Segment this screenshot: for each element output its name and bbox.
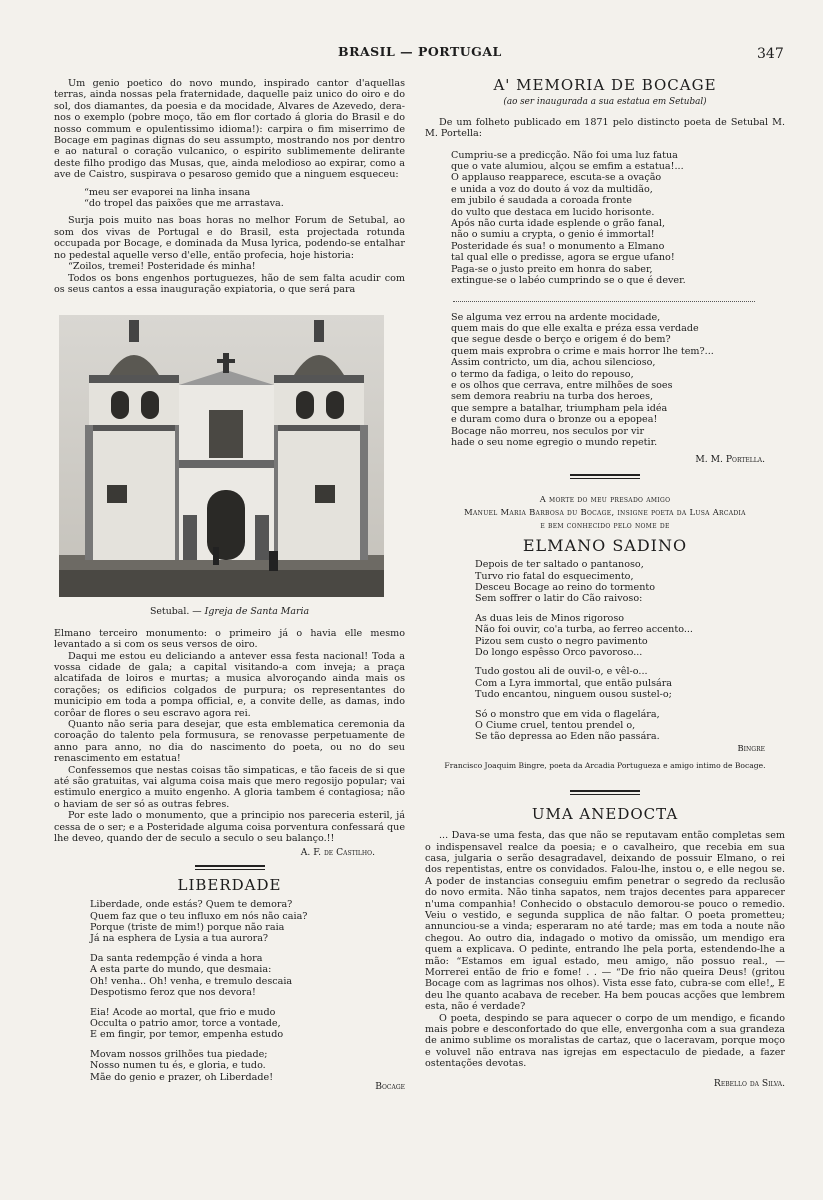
poem-line: Se alguma vez errou na ardente mocidade, — [451, 311, 661, 323]
poem-stanza — [475, 559, 785, 605]
dedication-line: e bem conhecido pelo nome de — [540, 519, 670, 530]
poem-line: Depois de ter saltado o pantanoso, — [475, 559, 644, 571]
poem-line: do vulto que destaca em lucido horisonte. — [451, 206, 655, 218]
poem-line: Porque (triste de mim!) porque não raia — [90, 922, 285, 934]
poem-line: Liberdade, onde estás? Quem te demora? — [90, 899, 293, 911]
memoria-intro: De um folheto publicado em 1871 pelo distincto poeta de Setubal M. M. Portella: — [425, 116, 785, 140]
poem-stanza — [475, 613, 785, 659]
paragraph-daqui: Daqui me estou eu deliciando a antever essa festa nacional! Toda a vossa cidade de gala; a capital visitando-a com inveja; a praça alcatifada de loiros e murtas; a musica alvoroçando ainda mais os corações; os edificios colgados de purpura; os representantes do municipio em toda a pompa official, e, a convite delle, as damas, indo corôar de flores o seu escravo agora rei. — [54, 650, 405, 719]
poem-line: Da santa redempção é vinda a hora — [90, 952, 263, 964]
poem-line: sem demora reabriu na turba dos heroes, — [451, 391, 654, 403]
poem-line: tal qual elle o predisse, agora se ergue ufano! — [451, 252, 675, 264]
quote-block — [84, 187, 405, 210]
liberdade-poem — [90, 899, 405, 1083]
poem-stanza — [90, 1049, 405, 1083]
poem-line: Oh! venha.. Oh! venha, e tremulo descaia — [90, 975, 293, 987]
poem-line: Só o monstro que em vida o flagelára, — [475, 708, 660, 720]
poem-line: extingue-se o labéo cumprindo se o que é dever. — [451, 275, 686, 287]
page-number: 347 — [757, 46, 784, 62]
dotted-separator — [453, 301, 755, 302]
poem-line: Após não curta idade esplende o grão fanal, — [451, 218, 666, 230]
poem-line: o termo da fadiga, o leito do repouso, — [451, 368, 634, 380]
poem-line: E em fingir, por temor, empenha estudo — [90, 1029, 284, 1041]
paragraph-por-este: Por este lado o monumento, que a principio nos pareceria esteril, já cessa de o ser; e a Posteridade alguma coisa porventura confessará que lhe deveo, quando der de seculo a seculo o seu balanço.!! — [54, 810, 405, 845]
poem-line: e os olhos que cerrava, entre milhões de soes — [451, 379, 673, 391]
paragraph-quanto: Quanto não seria para desejar, que esta emblematica ceremonia da coroação do talento pela formusura, se renovasse perpetuamente de anno para anno, no dia do nascimento do poeta, ou no do seu renascimento em estatua! — [54, 718, 405, 765]
anedocta-paragraph: ... Dava-se uma festa, das que não se reputavam então completas sem o indispensavel realce da poesia; e o cavalheiro, que recebia em sua casa, julgaria o serão desagradavel, deixando de possuir Elmano, o rei dos repentistas, entre os convidados. Falou-lhe, instou o, e elle negou se. A poder de instancias conseguiu emfim penetrar o segredo da reclusão do novo ermita. Não tinha sapatos, nem trajos decentes para apparecer n'uma companhia! Conhecido o obstaculo demorou-se pouco o remedio. Veiu o vestido, e segunda supplica de não faltar. O poeta prometteu; annunciou-se a vinda; esperaram no até tarde; mas em toda a noute não chegou. Ao outro dia, indagado o motivo da omissão, um mendigo era quem a explicava. O pedinte, entrando lhe pela porta, estendendo-lhe a mão: “Estamos em igual estado, meu amigo, não possuo real., — Morrerei então de frio e fome! . . — “De frio não queira Deus! (gritou Bocage com as lagrimas nos olhos). Vista esse fato, cubra-se com elle!„ E deu lhe quanto acabava de receber. Ha bem poucas acções que lembrem esta, não é verdade? — [425, 830, 785, 1013]
paragraph-todos: Todos os bons engenhos portuguezes, hão de sem falta acudir com os seus cantos a essa inauguração expiatoria, o que será para — [54, 272, 405, 295]
liberdade-title: LIBERDADE — [177, 875, 282, 894]
quote-line: “do tropel das paixões que me arrastava. — [84, 198, 284, 210]
poem-line: Turvo rio fatal do esquecimento, — [475, 570, 634, 582]
poem-line: Do longo espêsso Orco pavoroso... — [475, 647, 643, 659]
signature-bocage: Bocage — [375, 1080, 405, 1092]
poem-line: A esta parte do mundo, que desmaia: — [90, 964, 272, 976]
poem-line: Occulta o patrio amor, torce a vontade, — [90, 1017, 281, 1029]
poem-line: Eia! Acode ao mortal, que frio e mudo — [90, 1006, 276, 1018]
poem-line: quem mais exprobra o crime e mais horror lhe tem?... — [451, 345, 714, 357]
poem-stanza — [90, 899, 405, 945]
poem-line: que o vate alumiou, alçou se emfim a estatua!... — [451, 161, 684, 173]
quote-line: “meu ser evaporei na linha insana — [84, 186, 251, 198]
quote-zoilos: “Zoilos, tremei! Posteridade és minha! — [68, 261, 256, 273]
poem-line: O Ciume cruel, tentou prendel o, — [475, 720, 636, 732]
poem-line: O applauso reapparece, escuta-se a ovação — [451, 172, 662, 184]
anedocta-title: UMA ANEDOCTA — [531, 804, 679, 823]
poem-line: Paga-se o justo preito em honra do saber, — [451, 263, 653, 275]
poem-line: Nosso numen tu és, e gloria, e tudo. — [90, 1060, 266, 1072]
intro-paragraph: Um genio poetico do novo mundo, inspirado cantor d'aquellas terras, ainda nossas pela fraternidade, daquelle paiz unico do oiro e do sol, dos diamantes, da poesia e da mocidade, Alvares de Azevedo, dera-nos o exemplo (pobre moço, tão em flor cortado á gloria do Brasil e do nosso commum e opulentissimo idioma!): carpira o fim miserrimo de Bocage em paginas dignas do seu assumpto, mostrando nos por dentro e ao natural o coração vulcanico, o espirito sublimemente delirante deste filho prodigo das Musas, que, ainda melodioso ao expirar, como a ave de Caistro, suspirava o pesaroso gemido que a ninguem esqueceu: — [54, 78, 405, 181]
poem-line: Movam nossos grilhões tua piedade; — [90, 1048, 268, 1060]
church-photo — [59, 315, 384, 597]
elmano-poem — [475, 559, 785, 743]
poem-line: Com a Lyra immortal, que então pulsára — [475, 677, 673, 689]
poem-line: quem mais do que elle exalta e préza essa verdade — [451, 322, 699, 334]
poem-stanza — [90, 953, 405, 999]
poem-line: não o sumiu a crypta, o genio é immortal! — [451, 229, 655, 241]
poem-line: Posteridade és sua! o monumento a Elmano — [451, 240, 665, 252]
memoria-subtitle: (ao ser inaugurada a sua estatua em Setubal) — [503, 97, 707, 108]
left-column — [54, 78, 405, 1092]
poem-line: e duram como dura o bronze ou a epopea! — [451, 414, 658, 426]
poem-line: Desceu Bocage ao reino do tormento — [475, 582, 656, 593]
poem-line: Não foi ouvir, co'a turba, ao ferreo accento... — [475, 624, 693, 636]
memoria-title: A' MEMORIA DE BOCAGE — [493, 76, 717, 94]
page-header — [0, 44, 823, 64]
paragraph-surja: Surja pois muito nas boas horas no melhor Forum de Setubal, ao som dos vivas de Portugal e do Brasil, esta projectada rotunda occupada por Bocage, e dominada da Musa lyrica, podendo-se entalhar no pedestal aquelle verso d'elle, então profecia, hoje historia: — [54, 215, 405, 261]
poem-line: Mãe do genio e prazer, oh Liberdade! — [90, 1071, 274, 1083]
poem-stanza — [475, 666, 785, 700]
photo-caption — [54, 606, 405, 617]
memoria-stanza-2 — [451, 312, 785, 449]
poem-line: Bocage não morreu, nos seculos por vir — [451, 425, 645, 437]
signature-castilho: A. F. de Castilho. — [300, 847, 375, 859]
elmano-title: ELMANO SADINO — [522, 535, 688, 555]
poem-stanza — [90, 1007, 405, 1041]
section-divider — [570, 790, 640, 795]
right-column — [425, 78, 785, 1089]
poem-line: Pizou sem custo o negro pavimento — [475, 635, 648, 647]
poem-line: hade o seu nome egregio o mundo repetir. — [451, 436, 658, 448]
poem-line: Se tão depressa ao Eden não passára. — [475, 731, 660, 743]
poem-line: Despotismo feroz que nos devora! — [90, 987, 256, 999]
anedocta-paragraph: O poeta, despindo se para aquecer o corpo de um mendigo, e ficando mais pobre e desconfortado do que elle, envergonha com a sua grandeza de animo sublime os moralistas de cartaz, que o laceravam, porque moço e voluvel não entrava nas igrejas em espectaculo de piedade, a fazer ostentações devotas. — [425, 1012, 785, 1070]
signature-rebello: Rebello da Silva. — [713, 1077, 785, 1089]
poem-line: Já na esphera de Lysia a tua aurora? — [90, 933, 269, 945]
dedication-line: A morte do meu presado amigo — [539, 493, 671, 504]
section-divider — [195, 865, 265, 870]
poem-line: As duas leis de Minos rigoroso — [475, 612, 625, 624]
memoria-stanza-1 — [451, 150, 785, 287]
caption-place: Setubal. — [149, 606, 190, 618]
paragraph-confessemos: Confessemos que nestas coisas tão simpaticas, e tão faceis de si que até são gratuitas, vai alguma coisa mais que mero regosijo popular; vai estimulo energico a muito engenho. A gloria tambem é contagiosa; não o haviam de ser só as outras febres. — [54, 764, 405, 810]
section-divider — [570, 474, 640, 479]
poem-line: Assim contricto, um dia, achou silencioso, — [451, 357, 656, 369]
poem-line: Quem faz que o teu influxo em nós não caia? — [90, 910, 308, 922]
poem-line: Tudo gostou ali de ouvil-o, e vêl-o... — [475, 666, 648, 678]
dedication-line: Manuel Maria Barbosa du Bocage, insigne poeta da Lusa Arcadia — [464, 506, 746, 517]
dedication — [425, 493, 785, 532]
poem-line: Cumpriu-se a predicção. Não foi uma luz fatua — [451, 149, 678, 161]
poem-line: Sem soffrer o latir do Cão raivoso: — [475, 593, 643, 605]
signature-bingre: Bingre — [737, 742, 765, 753]
poem-line: e unida a voz do douto á voz da multidão, — [451, 183, 653, 195]
poem-line: Tudo encantou, ninguem ousou sustel-o; — [475, 689, 672, 701]
poem-stanza — [475, 709, 785, 743]
running-head: BRASIL — PORTUGAL — [338, 44, 502, 59]
signature-portella: M. M. Portella. — [695, 454, 765, 466]
poem-line: que sempre a batalhar, triumpham pela idéa — [451, 402, 668, 414]
poem-line: que segue desde o berço e origem é do bem? — [451, 334, 671, 346]
bingre-note: Francisco Joaquim Bingre, poeta da Arcadia Portugueza e amigo intimo de Bocage. — [444, 761, 766, 771]
caption-title: — Igreja de Santa Maria — [189, 606, 310, 618]
poem-line: em jubilo é saudada a coroada fronte — [451, 195, 632, 207]
paragraph-elmano: Elmano terceiro monumento: o primeiro já o havia elle mesmo levantado a si com os seus versos de oiro. — [54, 627, 405, 651]
